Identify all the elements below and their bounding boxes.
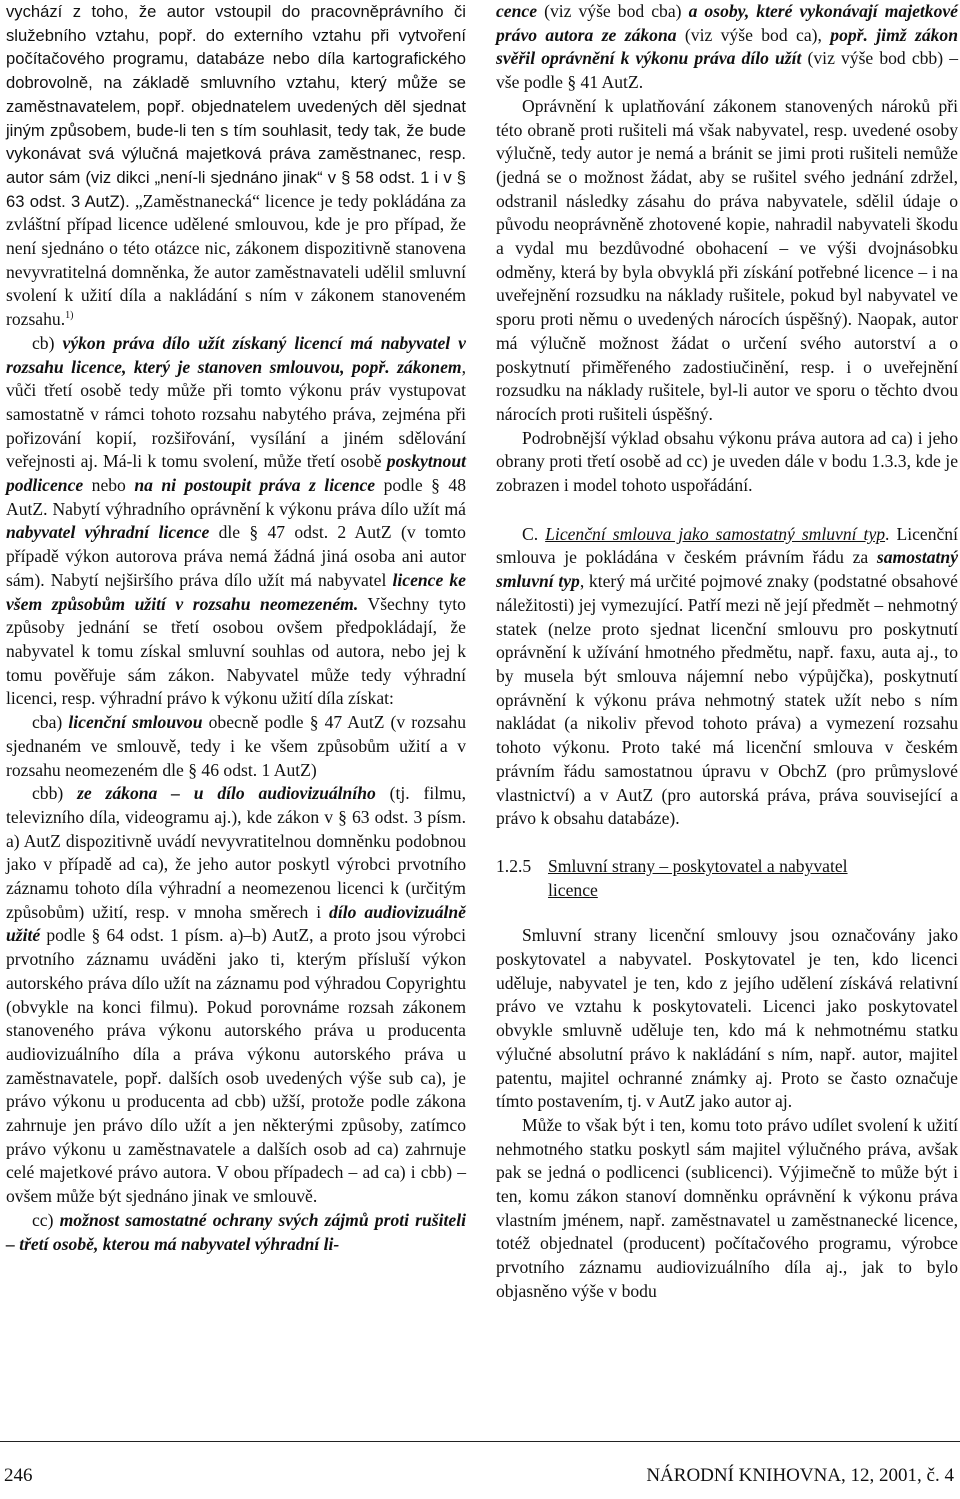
item-text: (viz výše bod ca), [676, 24, 831, 45]
paragraph-sans-part: vychází z toho, že autor vstoupil do pracovněprávního či služebního vztahu, popř. do externího vztahu při vytvoření počítačového programu, databáze nebo díla kartografického dobrovolně, na základě smluvního vztahu, který může se zaměstnavatelem, popř. objednatelem uvedených děl sjednat jiným způsobem, bude-li ten s tím souhlasit, tedy tak, že bude vykonávat svá výlučná majetková práva zaměstnanec, resp. autor sám (viz dikci „není-li sjednáno jinak“ v § 58 odst. 1 i v § 63 odst. 3 AutZ). [6, 2, 466, 211]
item-text: podle § 48 AutZ. Nabytí výhradního oprávnění k výkonu práva dílo užít má [6, 475, 466, 519]
paragraph-rights-defense: Oprávnění k uplatňování zákonem stanovených nároků při této obraně proti rušiteli má však nabyvatel, resp. uvedené osoby výlučně, tedy autor je nemá a bránit se jimi proti rušiteli nemůže (jedná se o možnost žádat, aby se rušitel svého jednání zdržel, odstranil následky zásahu do práva nabyvatele, sdělil údaje o původu neoprávněně zhotovené kopie, nahradil nabyvateli škodu a vydal mu bezdůvodné obohacení – ve výši dvojnásobku odměny, která by byla obvyklá při získání potřebné licence – i na uveřejnění rozsudku na náklady rušitele, pokud byl nabyvatel ve sporu proti němu o uvedených nárocích úspěšný). Naopak, autor má výlučně možnost žádat o určení svého autorství a o poskytnutí přiměřeného zadostiučinění, resp. i o uveřejnění rozsudku na náklady rušitele, byl-li autor ve sporu o těchto dvou nárocích proti rušiteli úspěšný. [496, 95, 958, 424]
item-emphasis: cence [496, 1, 538, 21]
item-label: cb) [32, 332, 63, 353]
paragraph-detailed-explanation: Podrobnější výklad obsahu výkonu práva autora ad ca) i jeho obrany proti třetí osobě ad cc) je uveden dále v bodu 1.3.3, kde je zobrazen i model tohoto uspořádání. [496, 427, 958, 496]
item-text: dle § 47 odst. 2 AutZ (v tomto případě výkon autorova práva nemá žádná jiná osoba ani autor sám). Nabytí nejširšího práva dílo užít má nabyvatel [6, 522, 466, 590]
paragraph-serif-part: „Zaměstnanecká“ licence je tedy pokládána za zvláštní případ licence udělené smlouvou, kde je pro případ, že není sjednáno o této otázce nic, zákonem dispozitivně stanovena nevyvratitelná domněnka, že autor zaměstnavateli udělil smluvní svolení k užití díla a nakládání s ním v zákonem stanoveném rozsahu. [6, 190, 466, 330]
item-text: , vůči třetí osobě tedy může při tomto výkonu práv vystupovat samostatně v rámci tohoto rozsahu nabytého práva, zejména při pořizování kopií, rozšiřování, vysílání a jiném sdělování veřejnosti aj. Má-li k tomu svolení, může třetí osobě [6, 356, 466, 472]
journal-citation: NÁRODNÍ KNIHOVNA, 12, 2001, č. 4 [646, 1465, 954, 1486]
item-text: (viz výše bod cba) [537, 1, 689, 21]
right-column [496, 0, 958, 1304]
section-c [496, 523, 958, 831]
item-cbb [6, 782, 466, 1209]
item-text: (viz výše bod cbb) – vše podle § 41 AutZ. [496, 48, 958, 93]
heading-title: Smluvní strany – poskytovatel a nabyvatel licence [548, 855, 848, 900]
item-text: nebo [83, 475, 135, 496]
section-text: . Licenční smlouva je pokládána v českém právním řádu za [496, 523, 958, 568]
section-text: , který má určité pojmové znaky (podstatné obsahové náležitosti) jej vymezující. Patří mezi ně její předmět – nehmotný statek (nelze proto sjednat licenční smlouvu pro poskytnutí oprávnění k užívání hmotného předmětu, např. faxu, auta aj., to by musela být smlouva nájemní nebo výpůjčka), poskytnutí oprávnění k výkonu práva nehmotný statek užít nebo s ním nakládat (a nikoliv převod tohoto práva) a vymezení rozsahu tohoto výkonu. Proto také má licenční smlouva v českém právním řádu samostatnou úpravu v ObchZ (pro průmyslové vlastnictví) a v AutZ (pro autorská práva, práva související a právo k obsahu databáze). [496, 571, 958, 829]
section-heading [496, 855, 958, 902]
item-emphasis: na ni postoupit práva z licence [134, 475, 376, 496]
item-text: obecně podle § 47 AutZ (v rozsahu sjednaném ve smlouvě, tedy i ke všem způsobům užití a v rozsahu neomezeném dle § 46 odst. 1 AutZ) [6, 712, 467, 780]
paragraph-sublicence: Může to však být i ten, komu toto právo udílet svolení k užití nehmotného statku poskytl sám majitel výlučného práva, avšak pak se jedná o podlicenci (sublicenci). Výjimečně to může být i ten, komu zákon stanoví domněnku oprávnění k výkonu práva vlastním jménem, např. zaměstnavatel u zaměstnanecké licence, totéž objednatel (producent) počítačového programu, výrobce prvotního záznamu audiovizuálního díla aj., jak to bylo objasněno výše v bodu [496, 1114, 958, 1301]
item-emphasis: výkon práva dílo užít získaný licencí má nabyvatel v rozsahu licence, který je stanoven smlouvou, popř. zákonem [6, 332, 466, 377]
footer-divider [0, 1441, 960, 1442]
item-cb [6, 332, 466, 711]
item-emphasis: nabyvatel výhradní licence [6, 522, 210, 543]
section-label: C. [522, 523, 546, 544]
footnote-marker: 1) [65, 310, 74, 322]
page-number: 246 [4, 1465, 33, 1486]
item-emphasis: dílo audiovizuálně užité [6, 901, 466, 946]
item-emphasis: ze zákona – u dílo audiovizuálního [77, 783, 376, 804]
section-title: Licenční smlouva jako samostatný smluvní typ [545, 523, 886, 544]
item-emphasis: možnost samostatné ochrany svých zájmů proti rušiteli – třetí osobě, kterou má nabyvatel výhradní li- [6, 1209, 466, 1254]
left-column [6, 0, 466, 1256]
item-cc [6, 1209, 466, 1256]
item-cba [6, 711, 466, 782]
item-emphasis: a osoby, které vykonávají majetkové právo autora ze zákona [496, 1, 958, 45]
item-emphasis: poskytnout podlicence [6, 451, 466, 496]
item-label: cba) [32, 712, 69, 733]
item-text: Všechny tyto způsoby jednání se třetí osobou ovšem předpokládají, že nabyvatel k tomu získal smluvní souhlas od autora, nebo jej k tomu pověřuje sám zákon. Nabyvatel může tedy výhradní licenci, resp. výhradní právo k výkonu užití díla získat: [6, 593, 466, 709]
item-label: cbb) [32, 783, 78, 804]
heading-number: 1.2.5 [496, 855, 532, 876]
paragraph-contract-parties: Smluvní strany licenční smlouvy jsou označovány jako poskytovatel a nabyvatel. Poskytovatel je ten, kdo licenci uděluje, nabyvatel je ten, kdo z jejího udělení získává relativní právo ve vztahu k poskytovateli. Licenci jako poskytovatel obvykle smluvně uděluje ten, kdo má k nehmotnému statku výlučné absolutní právo k nakládání s ním, např. autor, majitel patentu, majitel ochranné známky aj. Proto se často označuje tímto postavením, tj. v AutZ jako autor aj. [496, 925, 958, 1112]
paragraph-employee-licence [6, 0, 466, 332]
item-label: cc) [32, 1209, 60, 1230]
item-text: podle § 64 odst. 1 písm. a)–b) AutZ, a proto jsou výrobci prvotního záznamu uváděni jako ti, kterým přísluší výkon autorského práva dílo užít na záznamu pod výhradou Copyrightu (obvykle na konci filmu). Pokud porovnáme rozsah zákonem stanoveného práva výkonu autorského práva u producenta audiovizuálního díla a práva výkonu autorského práva u zaměstnavatele, popř. dalších osob uvedených výše sub ca), je právo výkonu u producenta ad cbb) užší, protože podle zákona zahrnuje jen právo dílo užít a jen některými způsoby, zatímco právo výkonu u zaměstnavatele a dalších osob ad ca) zahrnuje celé majetkové právo autora. V obou případech – ad ca) i cbb) – ovšem může být sjednáno jinak ve smlouvě. [6, 925, 466, 1207]
item-text: (tj. filmu, televizního díla, videogramu aj.), kde zákon v § 63 odst. 3 písm. a) AutZ dispozitivně uvádí nevyvratitelnou domněnku podobnou jako v případě ad ca), že jeho autor poskytl výrobci prvotního záznamu tohoto díla výhradní a neomezenou licenci k (určitým způsobům) užití, resp. v mnoha směrech i [6, 783, 466, 922]
section-emphasis: samostatný smluvní typ [496, 547, 958, 592]
item-cc-continued [496, 0, 958, 95]
item-emphasis: licence ke všem způsobům užití v rozsahu neomezeném. [6, 569, 466, 614]
item-emphasis: licenční smlouvou [68, 712, 203, 733]
item-emphasis: popř. jimž zákon svěřil oprávnění k výkonu práva dílo užít [496, 24, 958, 69]
